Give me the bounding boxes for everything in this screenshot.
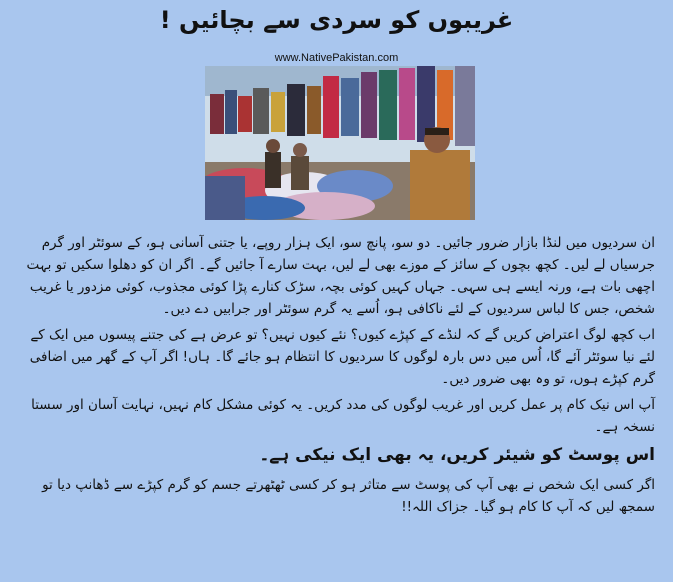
paragraph-1: ان سردیوں میں لنڈا بازار ضرور جائیں۔ دو سو، پانچ سو، ایک ہزار روپے، یا جتنی آسانی ہو، کے سوئٹر اور گرم جرسیاں لے لیں۔ کچھ بچوں کے سائز کے موزے بھی لے لیں، بہت سارے آ جائیں گے۔ اگر ان کو دھلوا سکیں تو بہت اچھی بات ہے، ورنہ ایسے ہی سہی۔ جہاں کہیں کوئی بچہ، سڑک کنارے پڑا کوئی مجذوب، کوئی مزدور یا غریب شخص، جس کا لباس سردیوں کے لئے ناکافی ہو، اُسے یہ گرم سوئٹر اور جرابیں دے دیں۔ [26,235,655,317]
closing-paragraph: اگر کسی ایک شخص نے بھی آپ کی پوسٹ سے متاثر ہو کر کسی ٹھٹھرتے جسم کو گرم کپڑے سے ڈھانپ دیا تو سمجھ لیں کہ آپ کا کام ہو گیا۔ جزاک اللہ!! [42,477,655,515]
market-photo [205,66,475,220]
article-body [14,232,655,522]
paragraph-3: آپ اس نیک کام پر عمل کریں اور غریب لوگوں کی مدد کریں۔ یہ کوئی مشکل کام نہیں، نہایت آسان اور سستا نسخہ ہے۔ [31,397,655,435]
website-url: www.NativePakistan.com [274,52,399,64]
page-title: غریبوں کو سردی سے بچائیں ! [159,6,514,34]
market-photo-illustration [205,66,475,220]
paragraph-2: اب کچھ لوگ اعتراض کریں گے کہ لنڈے کے کپڑے کیوں؟ نئے کیوں نہیں؟ تو عرض ہے کی جتنے پیسوں میں ایک کے لئے نیا سوئٹر آئے گا، اُس میں دس بارہ لوگوں کا سردیوں کا انتظام ہو جائے گا۔ ہاں! اگر آپ کے گھر میں اضافی گرم کپڑے ہوں، تو وہ بھی ضرور دیں۔ [29,327,655,387]
share-call-to-action: اس پوسٹ کو شیئر کریں، یہ بھی ایک نیکی ہے۔ [259,445,655,465]
